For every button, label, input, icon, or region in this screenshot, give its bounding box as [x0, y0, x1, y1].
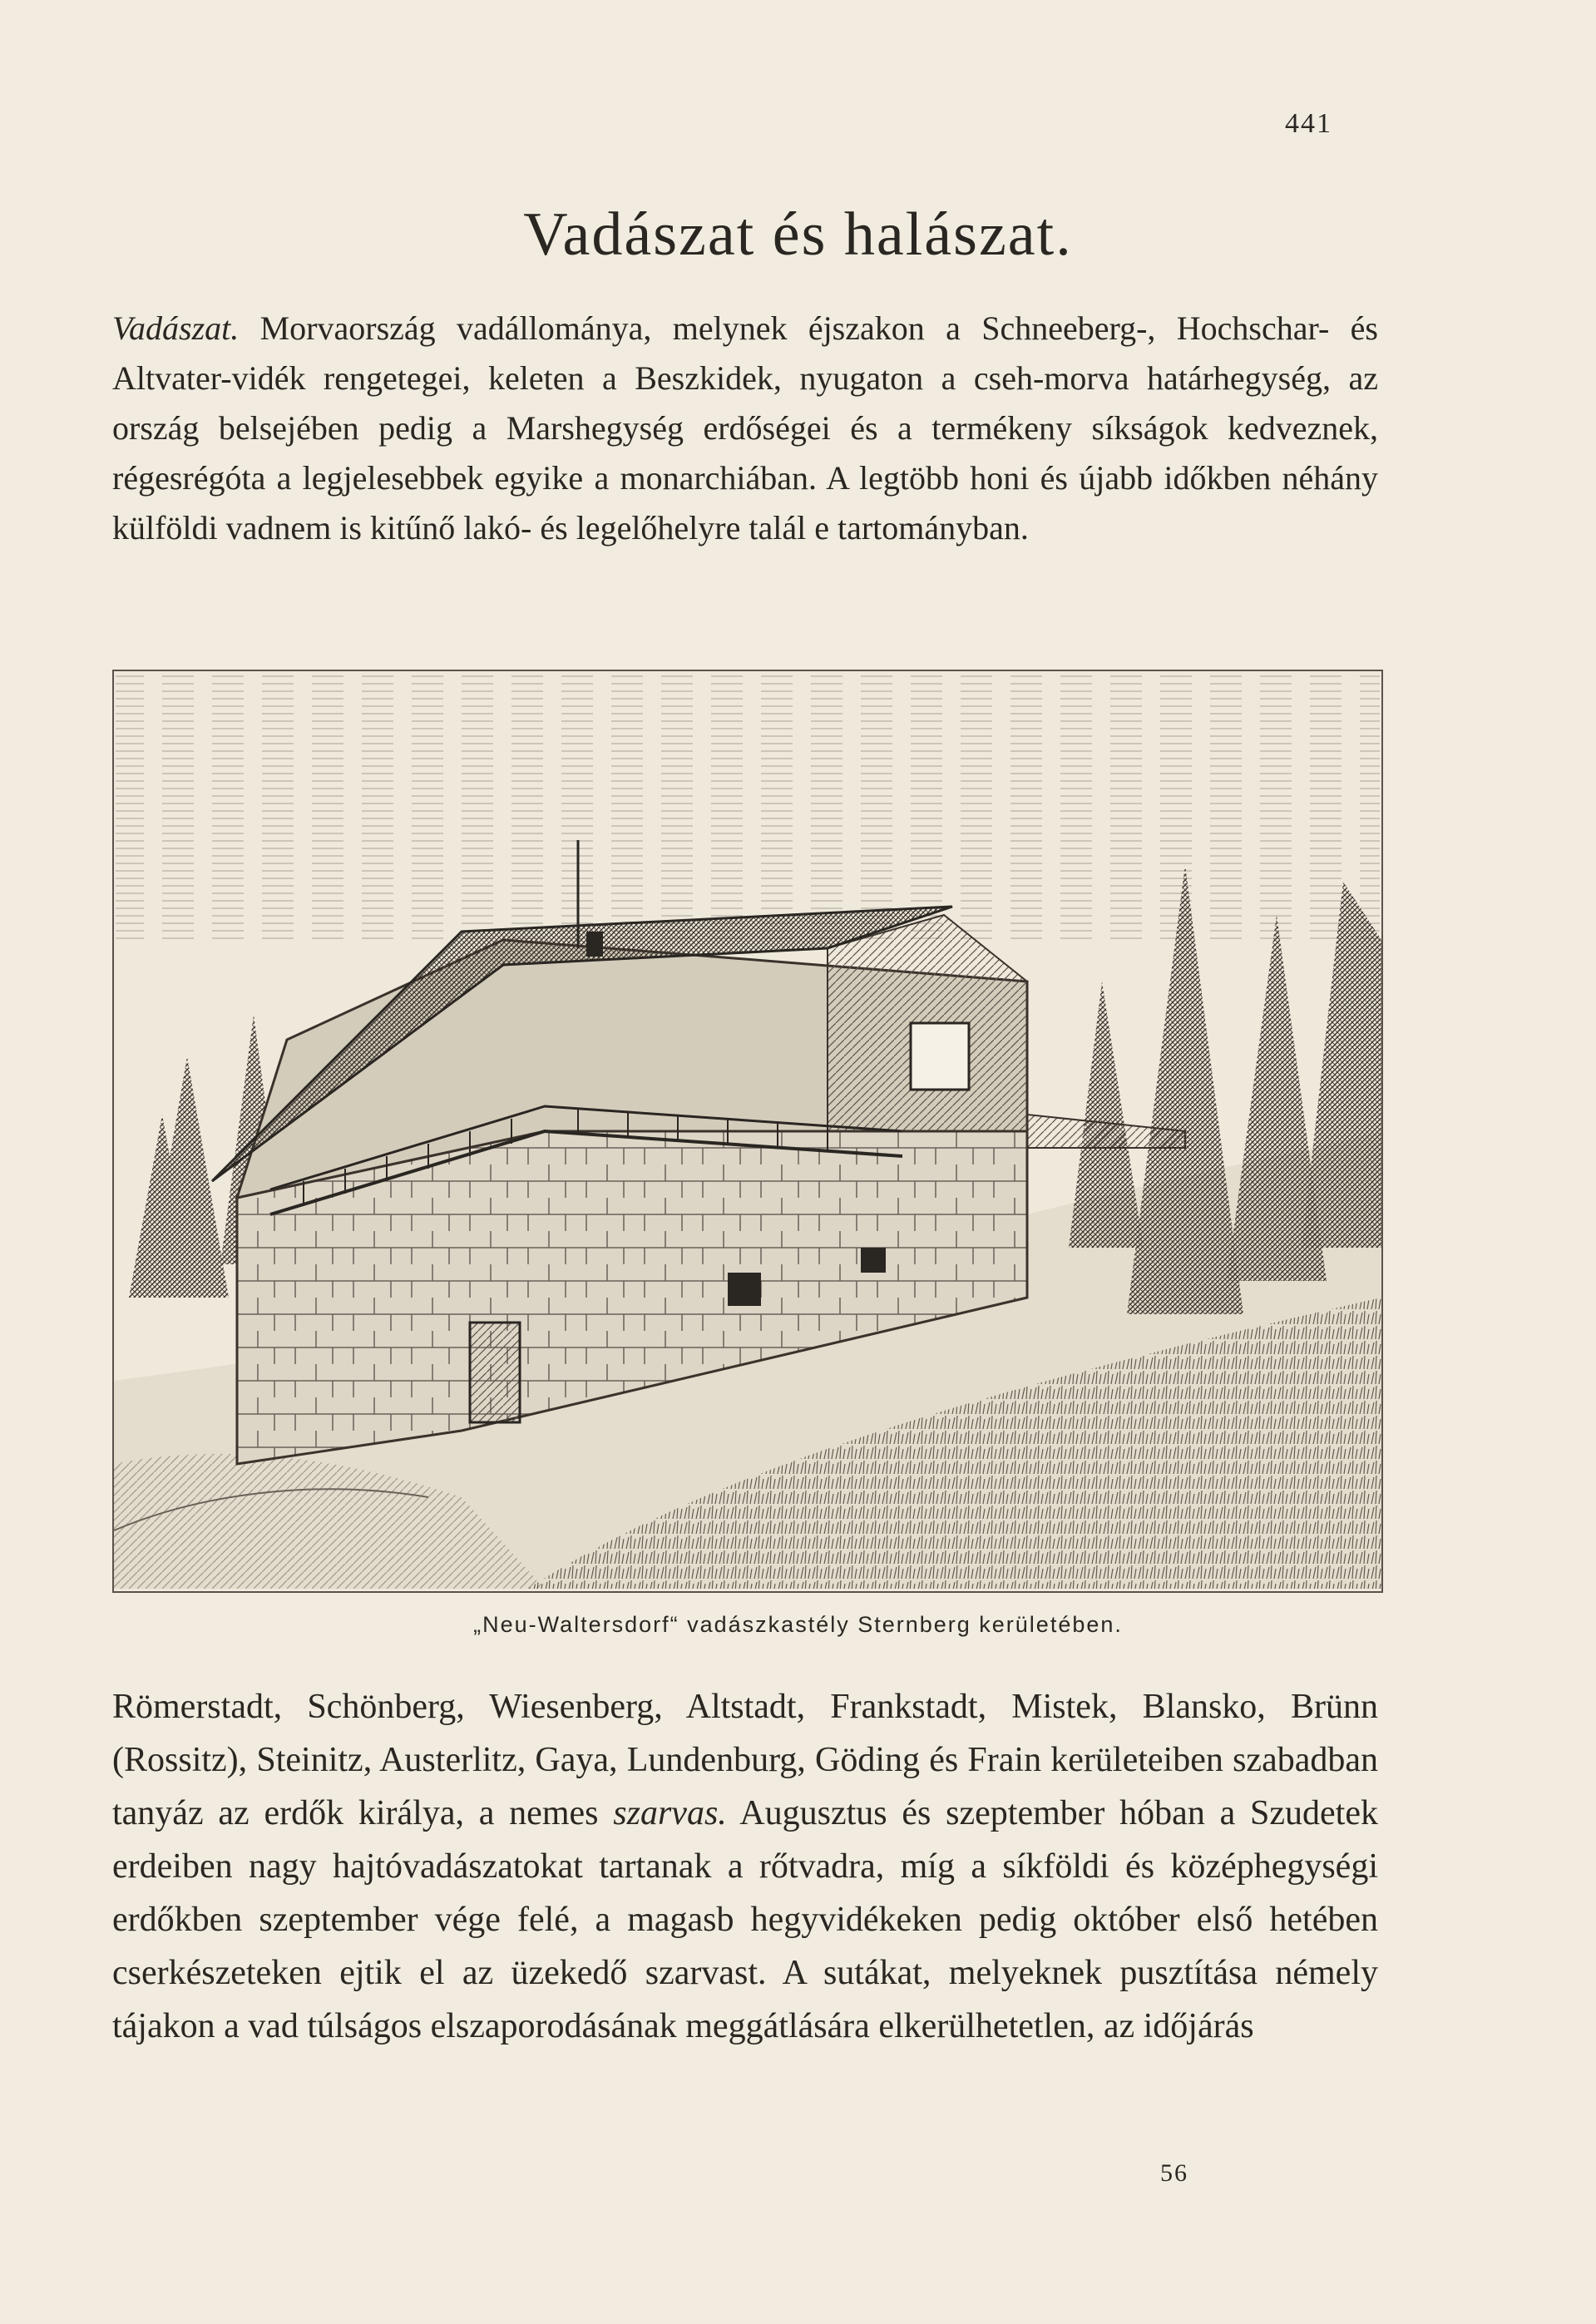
illustration: [112, 665, 1383, 1595]
signature-mark: 56: [1160, 2159, 1188, 2187]
page-number: 441: [1285, 108, 1332, 139]
paragraph-1-text: Morvaország vadállománya, melynek éjszakon a Schneeberg-, Hochschar- és Altvater-vidék rengetegei, keleten a Beszkidek, nyugaton a cseh-morva határhegység, az ország belsejében pedig a Marshegység erdőségei és a termékeny síkságok kedveznek, régesrégóta a legjelesebbek egyike a monarchiában. A legtöbb honi és újabb időkben néhány külföldi vadnem is kitűnő lakó- és legelőhelyre talál e tartományban.: [112, 309, 1378, 546]
hunting-lodge-engraving: [112, 665, 1383, 1595]
paragraph-1: [112, 304, 1378, 553]
paragraph-2-emphasis: szarvas.: [613, 1794, 727, 1832]
paragraph-1-lead: Vadászat.: [112, 309, 240, 347]
paragraph-2: [112, 1680, 1378, 2053]
paragraph-2-after: Augusztus és szeptember hóban a Szudetek erdeiben nagy hajtóvadászatokat tartanak a rőtvadra, míg a síkföldi és középhegységi erdőkben szeptember vége felé, a magasb hegyvidékeken pedig október első hetében cserkészeteken ejtik el az üzekedő szarvast. A sutákat, melyeknek pusztítása némely tájakon a vad túlságos elszaporodásának meggátlására elkerülhetetlen, az időjárás: [112, 1794, 1378, 2045]
page-title: Vadászat és halászat.: [523, 200, 1073, 269]
paragraph-2-before: Römerstadt, Schönberg, Wiesenberg, Altstadt, Frankstadt, Mistek, Blansko, Brünn (Rossitz), Steinitz, Austerlitz, Gaya, Lundenburg, Göding és Frain kerületeiben szabadban tanyáz az erdők királya, a nemes: [112, 1688, 1378, 1832]
figure-caption: „Neu-Waltersdorf“ vadászkastély Sternberg kerületében.: [473, 1612, 1123, 1637]
